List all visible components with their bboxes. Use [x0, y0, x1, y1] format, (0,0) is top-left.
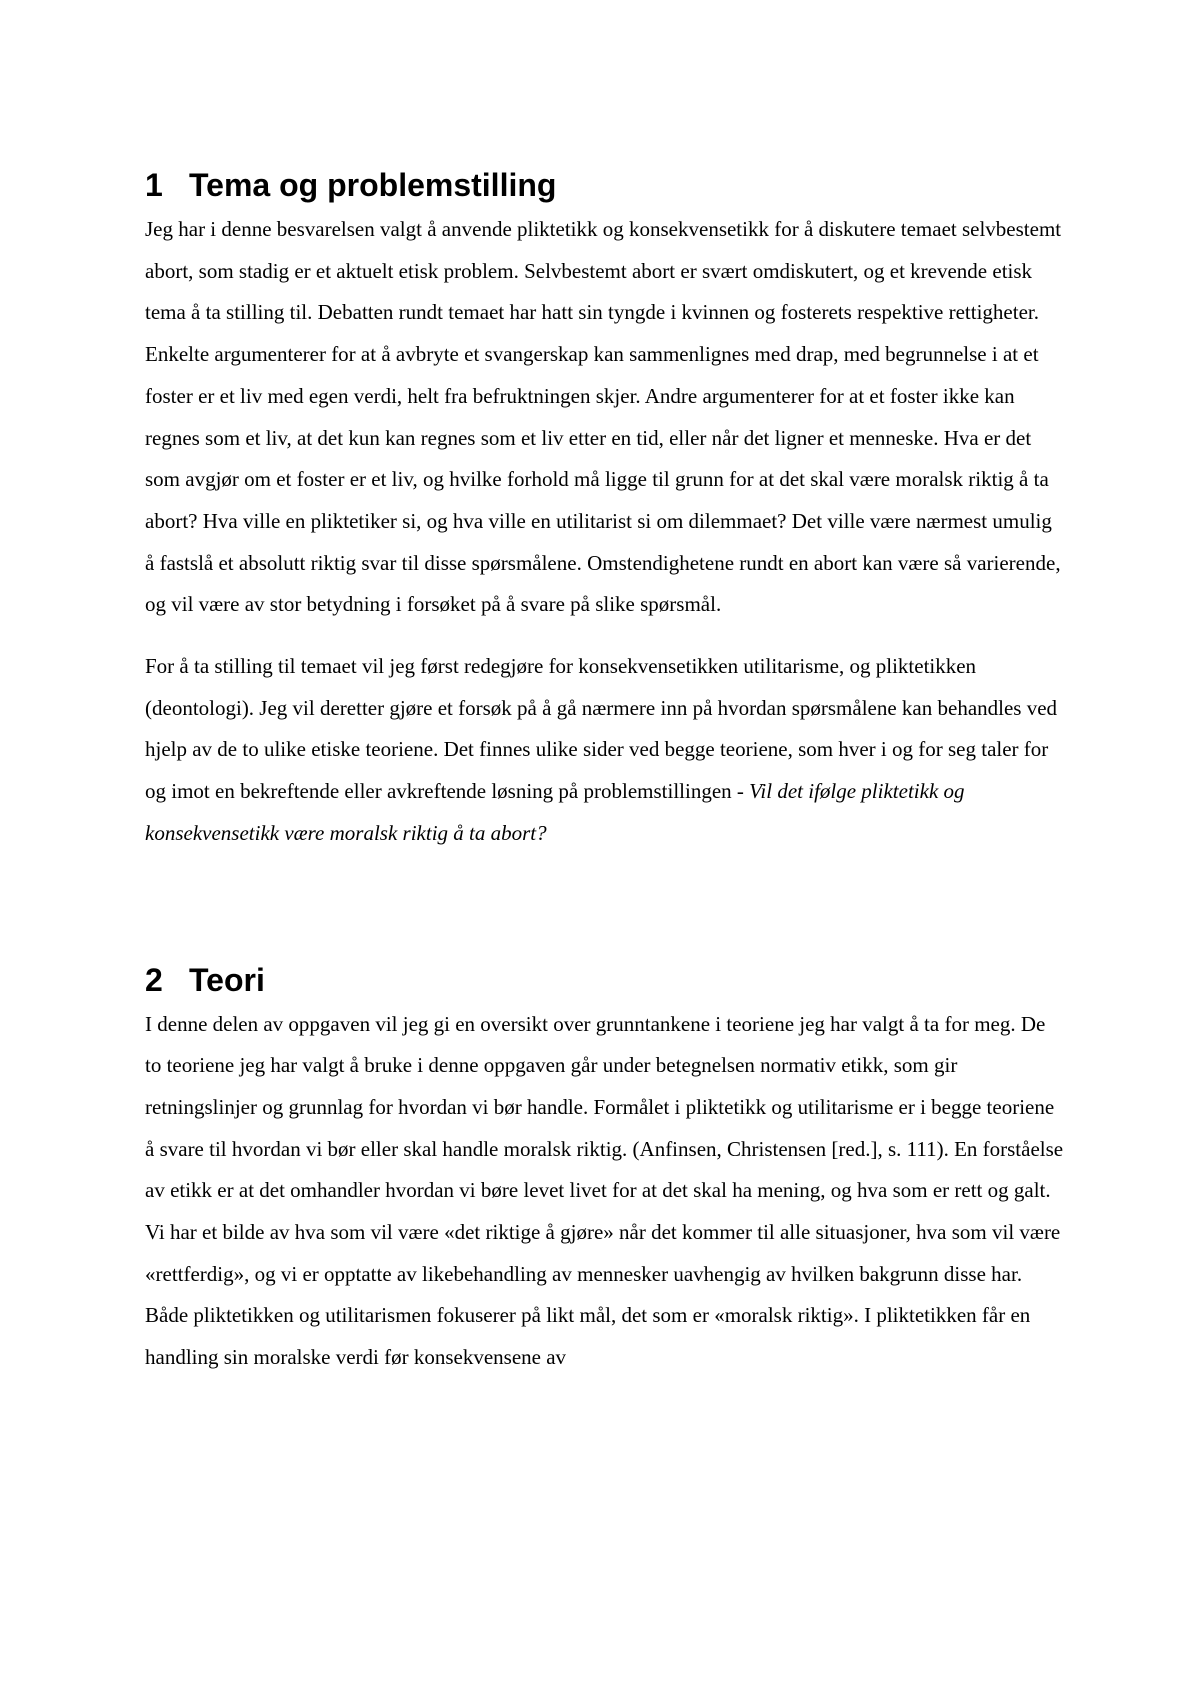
body-paragraph — [145, 646, 1065, 855]
body-paragraph: I denne delen av oppgaven vil jeg gi en oversikt over grunntankene i teoriene jeg har valgt å ta for meg. De to teoriene jeg har valgt å bruke i denne oppgaven går under betegnelsen normativ etikk, som gir retningslinjer og grunnlag for hvordan vi bør handle. Formålet i pliktetikk og utilitarisme er i begge teoriene å svare til hvordan vi bør eller skal handle moralsk riktig. (Anfinsen, Christensen [red.], s. 111). En forståelse av etikk er at det omhandler hvordan vi børe levet livet for at det skal ha mening, og hva som er rett og galt. Vi har et bilde av hva som vil være «det riktige å gjøre» når det kommer til alle situasjoner, hva som vil være «rettferdig», og vi er opptatte av likebehandling av mennesker uavhengig av hvilken bakgrunn disse har. Både pliktetikken og utilitarismen fokuserer på likt mål, det som er «moralsk riktig». I pliktetikken får en handling sin moralske verdi før konsekvensene av — [145, 1011, 1064, 1370]
section-heading-1 — [145, 165, 1065, 205]
paragraph-text: For å ta stilling til temaet vil jeg først redegjøre for konsekvensetikken utilitarisme, og pliktetikken (deontologi). Jeg vil deretter gjøre et forsøk på å gå nærmere inn på hvordan spørsmålene kan behandles ved hjelp av de to ulike etiske teoriene. Det finnes ulike sider ved begge teoriene, som hver i og for seg taler for og imot en bekreftende eller avkreftende løsning på problemstillingen - — [145, 654, 1058, 804]
document-content — [145, 165, 1065, 1379]
research-question: Vil det ifølge pliktetikk og konsekvensetikk være moralsk riktig å ta abort? — [145, 779, 965, 845]
body-paragraph: Jeg har i denne besvarelsen valgt å anvende pliktetikk og konsekvensetikk for å diskutere temaet selvbestemt abort, som stadig er et aktuelt etisk problem. Selvbestemt abort er svært omdiskutert, og et krevende etisk tema å ta stilling til. Debatten rundt temaet har hatt sin tyngde i kvinnen og fosterets respektive rettigheter. Enkelte argumenterer for at å avbryte et svangerskap kan sammenlignes med drap, med begrunnelse i at et foster er et liv med egen verdi, helt fra befruktningen skjer. Andre argumenterer for at et foster ikke kan regnes som et liv, at det kun kan regnes som et liv etter en tid, eller når det ligner et menneske. Hva er det som avgjør om et foster er et liv, og hvilke forhold må ligge til grunn for at det skal være moralsk riktig å ta abort? Hva ville en pliktetiker si, og hva ville en utilitarist si om dilemmaet? Det ville være nærmest umulig å fastslå et absolutt riktig svar til disse spørsmålene. Omstendighetene rundt en abort kan være så varierende, og vil være av stor betydning i forsøket på å svare på slike spørsmål. — [145, 217, 1062, 617]
section-number: 1 — [145, 167, 163, 203]
section-title: Tema og problemstilling — [189, 167, 557, 203]
section-heading-2 — [145, 960, 1065, 1000]
section-number: 2 — [145, 961, 163, 998]
section-title: Teori — [189, 961, 265, 998]
